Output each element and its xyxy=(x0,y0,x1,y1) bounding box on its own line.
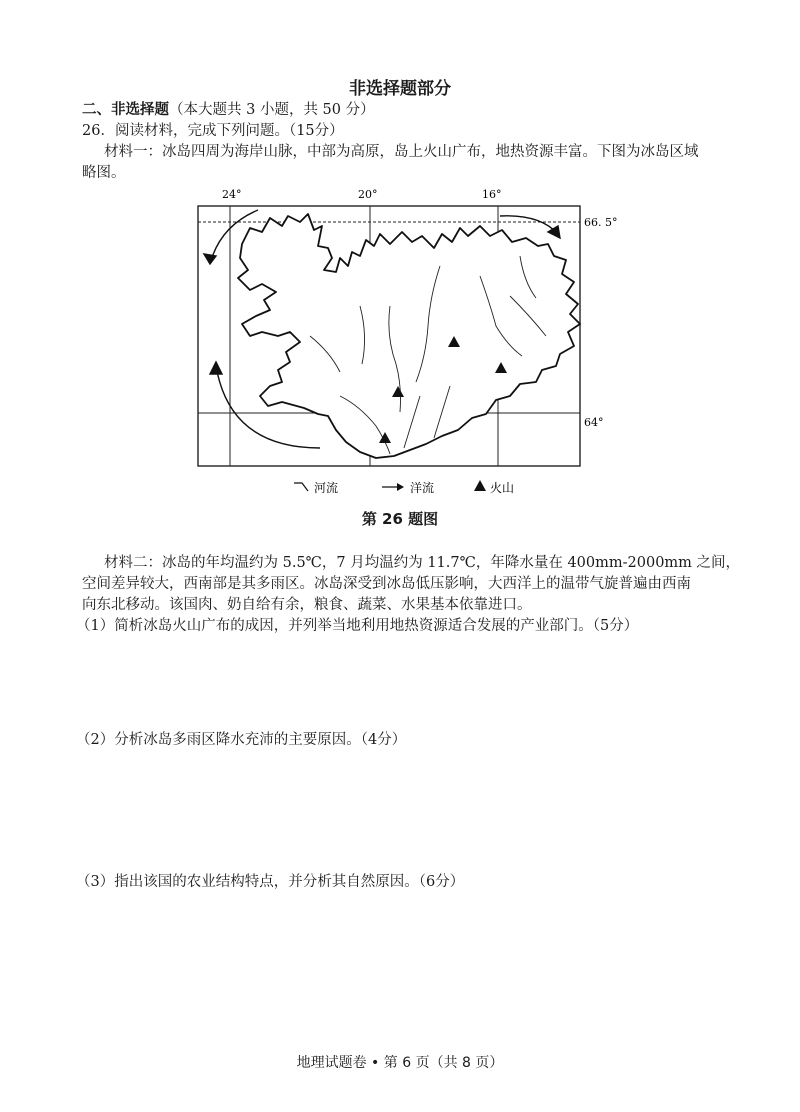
lat-label-64: 64° xyxy=(584,416,604,429)
legend-current-label: 洋流 xyxy=(410,481,435,495)
material2-line1: 材料二：冰岛的年均温约为 5.5℃，7 月均温约为 11.7℃，年降水量在 400mm-2000mm 之间， xyxy=(104,555,741,571)
current-arrowhead xyxy=(210,362,222,374)
sub-question-3: （3）指出该国的农业结构特点，并分析其自然原因。（6分） xyxy=(76,874,465,890)
current-arrowhead xyxy=(548,226,560,238)
page-footer: 地理试题卷 • 第 6 页（共 8 页） xyxy=(296,1055,504,1071)
section-title: 非选择题部分 xyxy=(349,79,451,99)
material1-line1: 材料一：冰岛四周为海岸山脉，中部为高原，岛上火山广布，地热资源丰富。下图为冰岛区域 xyxy=(104,144,699,160)
lon-label-20: 20° xyxy=(358,188,378,201)
legend-volcano-symbol xyxy=(474,480,486,491)
section-intro xyxy=(82,100,375,120)
sub-question-2: （2）分析冰岛多雨区降水充沛的主要原因。（4分） xyxy=(76,732,407,748)
lat-label-665: 66. 5° xyxy=(584,216,618,229)
map-legend xyxy=(294,480,514,495)
legend-current-arrowhead xyxy=(397,483,404,491)
lon-label-24: 24° xyxy=(222,188,242,201)
iceland-map xyxy=(190,186,618,498)
material1-line2: 略图。 xyxy=(82,165,126,181)
sub-question-1: （1）简析冰岛火山广布的成因，并列举当地利用地热资源适合发展的产业部门。（5分） xyxy=(76,618,639,634)
legend-river-symbol xyxy=(294,483,308,491)
material2-line2: 空间差异较大，西南部是其多雨区。冰岛深受到冰岛低压影响，大西洋上的温带气旋普遍由西南 xyxy=(82,576,691,592)
current-arrowhead xyxy=(204,254,216,264)
section-intro-label: 二、非选择题 xyxy=(82,102,169,118)
section-intro-detail: （本大题共 3 小题，共 50 分） xyxy=(169,102,375,118)
material2-line3: 向东北移动。该国肉、奶自给有余，粮食、蔬菜、水果基本依靠进口。 xyxy=(82,597,532,613)
lon-label-16: 16° xyxy=(482,188,502,201)
figure-caption: 第 26 题图 xyxy=(361,510,439,528)
question-header: 26．阅读材料，完成下列问题。（15分） xyxy=(82,123,344,139)
legend-river-label: 河流 xyxy=(314,481,339,495)
iceland-coastline xyxy=(238,214,580,458)
legend-volcano-label: 火山 xyxy=(490,481,515,495)
